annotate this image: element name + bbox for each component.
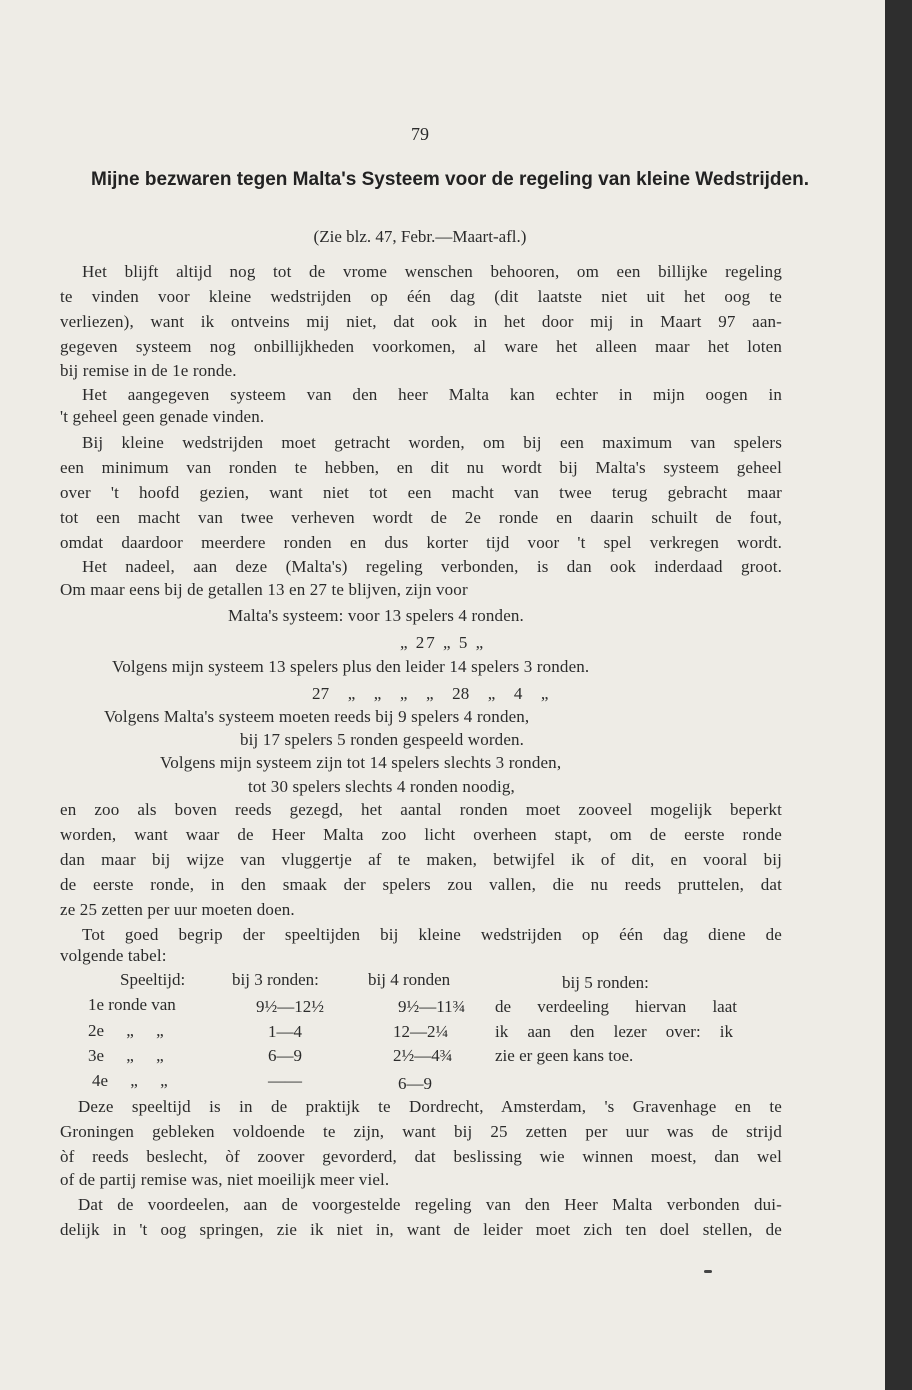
text-line: Dat de voordeelen, aan de voorgestelde regeling van den Heer Malta verbonden dui- <box>78 1195 782 1214</box>
text-line: 't geheel geen genade vinden. <box>60 407 265 426</box>
text-line: Het blijft altijd nog tot de vrome wenschen behooren, om een billijke regeling <box>82 262 782 281</box>
text-line: Malta's systeem: voor 13 spelers 4 ronden. <box>228 606 524 625</box>
text-line: delijk in 't oog springen, zie ik niet in, want de leider moet zich ten doel stellen, de <box>60 1220 782 1239</box>
text-line: te vinden voor kleine wedstrijden op één dag (dit laatste niet uit het oog te <box>60 287 782 306</box>
table-cell: 1e ronde van <box>88 995 176 1014</box>
table-header: Speeltijd: <box>120 970 186 989</box>
text-line: Volgens mijn systeem 13 spelers plus den leider 14 spelers 3 ronden. <box>112 657 590 676</box>
text-line: verliezen), want ik ontveins mij niet, dat ook in het door mij in Maart 97 aan- <box>60 312 782 331</box>
table-cell: 2e „ „ <box>88 1021 164 1040</box>
table-cell: 2½—4¾ <box>393 1046 453 1065</box>
text-line: worden, want waar de Heer Malta zoo licht overheen stapt, om de eerste ronde <box>60 825 782 844</box>
text-line: en zoo als boven reeds gezegd, het aantal ronden moet zooveel mogelijk beperkt <box>60 800 782 819</box>
table-cell: ik aan den lezer over: ik <box>495 1022 733 1041</box>
table-header: bij 4 ronden <box>368 970 451 989</box>
text-line: Om maar eens bij de getallen 13 en 27 te blijven, zijn voor <box>60 580 468 599</box>
text-line: bij 17 spelers 5 ronden gespeeld worden. <box>240 730 525 749</box>
table-cell: —— <box>268 1071 302 1090</box>
text-line: „ 27 „ 5 „ <box>400 633 486 652</box>
text-line: Bij kleine wedstrijden moet getracht worden, om bij een maximum van spelers <box>82 433 782 452</box>
text-line: Volgens Malta's systeem moeten reeds bij 9 spelers 4 ronden, <box>104 707 530 726</box>
text-line: Deze speeltijd is in de praktijk te Dordrecht, Amsterdam, 's Gravenhage en te <box>78 1097 782 1116</box>
text-line: of de partij remise was, niet moeilijk meer viel. <box>60 1170 390 1189</box>
table-header: bij 3 ronden: <box>232 970 319 989</box>
text-line: de eerste ronde, in den smaak der spelers zou vallen, die nu reeds pruttelen, dat <box>60 875 782 894</box>
table-cell: 6—9 <box>268 1046 302 1065</box>
text-line: een minimum van ronden te hebben, en dit nu wordt bij Malta's systeem geheel <box>60 458 782 477</box>
text-line: òf reeds beslecht, òf zoover gevorderd, dat beslissing wie winnen moest, dan wel <box>60 1147 782 1166</box>
text-line: Groningen gebleken voldoende te zijn, want bij 25 zetten per uur was de strijd <box>60 1122 782 1141</box>
text-line: volgende tabel: <box>60 946 167 965</box>
text-line: Volgens mijn systeem zijn tot 14 spelers slechts 3 ronden, <box>160 753 562 772</box>
text-line: Het aangegeven systeem van den heer Malta kan echter in mijn oogen in <box>82 385 782 404</box>
text-line: 27 „ „ „ „ 28 „ 4 „ <box>312 684 549 703</box>
text-line: over 't hoofd gezien, want niet tot een macht van twee terug gebracht maar <box>60 483 782 502</box>
table-cell: 9½—12½ <box>256 997 324 1016</box>
table-cell: 6—9 <box>398 1074 432 1093</box>
table-cell: 12—2¼ <box>393 1022 449 1041</box>
table-cell: de verdeeling hiervan laat <box>495 997 737 1016</box>
text-line: Tot goed begrip der speeltijden bij kleine wedstrijden op één dag diene de <box>82 925 782 944</box>
text-line: bij remise in de 1e ronde. <box>60 361 237 380</box>
table-cell: 4e „ „ <box>92 1071 168 1090</box>
table-cell: zie er geen kans toe. <box>495 1046 634 1065</box>
text-line: ze 25 zetten per uur moeten doen. <box>60 900 295 919</box>
text-line: Het nadeel, aan deze (Malta's) regeling verbonden, is dan ook inderdaad groot. <box>82 557 782 576</box>
text-line: omdat daardoor meerdere ronden en dus korter tijd voor 't spel verkregen wordt. <box>60 533 782 552</box>
table-cell: 9½—11¾ <box>398 997 466 1016</box>
ink-mark <box>704 1270 712 1273</box>
table-cell: 1—4 <box>268 1022 302 1041</box>
page-number: 79 <box>411 124 429 144</box>
text-line: gegeven systeem nog onbillijkheden voorkomen, al ware het alleen maar het loten <box>60 337 782 356</box>
table-header: bij 5 ronden: <box>562 973 649 992</box>
text-line: tot 30 spelers slechts 4 ronden noodig, <box>248 777 515 796</box>
article-title: Mijne bezwaren tegen Malta's Systeem voor de regeling van kleine Wedstrijden. <box>91 169 809 190</box>
article-subtitle: (Zie blz. 47, Febr.—Maart-afl.) <box>313 227 527 246</box>
text-line: tot een macht van twee verheven wordt de 2e ronde en daarin schuilt de fout, <box>60 508 782 527</box>
table-cell: 3e „ „ <box>88 1046 164 1065</box>
text-line: dan maar bij wijze van vluggertje af te maken, betwijfel ik of dit, en vooral bij <box>60 850 782 869</box>
